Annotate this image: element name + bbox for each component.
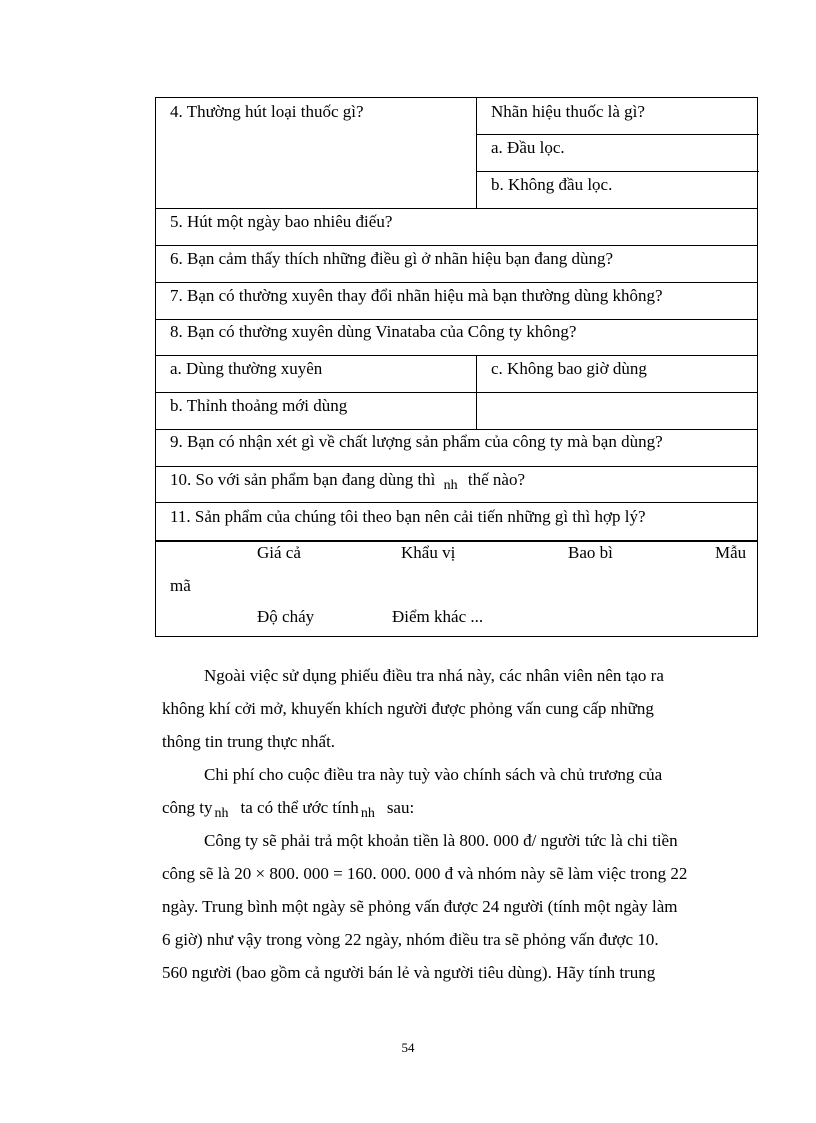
question-6: 6. Bạn cảm thấy thích những điều gì ở nhãn hiệu bạn đang dùng? <box>170 249 614 268</box>
table-column-divider <box>476 355 477 429</box>
question-9: 9. Bạn có nhận xét gì về chất lượng sản phẩm của công ty mà bạn dùng? <box>170 432 663 451</box>
survey-table <box>155 97 758 637</box>
option-design-2: mã <box>170 576 191 595</box>
paragraph-1-line-2: không khí cởi mở, khuyến khích người được phỏng vấn cung cấp những <box>162 699 654 718</box>
question-10-start: 10. So với sản phẩm bạn đang dùng thì <box>170 470 436 489</box>
p2-text-a: công ty <box>162 798 213 817</box>
table-divider <box>156 319 757 320</box>
paragraph-3-line-5: 560 người (bao gồm cả người bán lẻ và người tiêu dùng). Hãy tính trung <box>162 963 656 982</box>
table-divider <box>156 392 757 393</box>
option-packaging: Bao bì <box>568 543 613 562</box>
paragraph-3-line-2: công sẽ là 20 × 800. 000 = 160. 000. 000 đ và nhóm này sẽ làm việc trong 22 <box>162 864 688 883</box>
table-divider <box>156 282 757 283</box>
option-burn: Độ cháy <box>257 607 315 626</box>
option-never-use: c. Không bao giờ dùng <box>491 359 647 378</box>
p2-text-b: ta có thể ước tính <box>240 798 359 817</box>
question-4-brand: Nhãn hiệu thuốc là gì? <box>491 102 645 121</box>
question-8: 8. Bạn có thường xuyên dùng Vinataba của Công ty không? <box>170 322 577 341</box>
question-10 <box>170 470 525 492</box>
p2-text-c: sau: <box>386 798 415 817</box>
table-divider <box>156 502 757 503</box>
paragraph-1-line-1: Ngoài việc sử dụng phiếu điều tra nhá này, các nhân viên nên tạo ra <box>204 666 664 685</box>
paragraph-3-line-3: ngày. Trung bình một ngày sẽ phỏng vấn được 24 người (tính một ngày làm <box>162 897 678 916</box>
option-other: Điểm khác ... <box>392 607 484 626</box>
table-divider <box>476 171 759 172</box>
option-sometimes-use: b. Thỉnh thoảng mới dùng <box>170 396 348 415</box>
p2-fragment-2: nh <box>360 806 375 821</box>
option-taste: Khẩu vị <box>401 543 456 562</box>
question-10-end: thế nào? <box>467 470 525 489</box>
option-price: Giá cả <box>257 543 301 562</box>
table-divider <box>476 134 759 135</box>
paragraph-3-line-1: Công ty sẽ phải trả một khoản tiền là 800. 000 đ/ người tức là chi tiền <box>204 831 678 850</box>
paragraph-2-line-1: Chi phí cho cuộc điều tra này tuỳ vào chính sách và chủ trương của <box>204 765 663 784</box>
option-regular-use: a. Dùng thường xuyên <box>170 359 323 378</box>
question-10-fragment: nh <box>443 478 458 493</box>
option-design-1: Mẫu <box>715 543 747 562</box>
table-divider <box>156 355 757 356</box>
p2-fragment-1: nh <box>214 806 229 821</box>
option-no-filter: b. Không đầu lọc. <box>491 175 613 194</box>
page-number: 54 <box>401 1040 415 1055</box>
table-divider <box>156 540 757 542</box>
table-divider <box>156 245 757 246</box>
table-divider <box>156 208 757 209</box>
table-column-divider <box>476 98 477 208</box>
question-7: 7. Bạn có thường xuyên thay đổi nhãn hiệu mà bạn thường dùng không? <box>170 286 663 305</box>
question-4: 4. Thường hút loại thuốc gì? <box>170 102 364 121</box>
paragraph-3-line-4: 6 giờ) như vậy trong vòng 22 ngày, nhóm điều tra sẽ phỏng vấn được 10. <box>162 930 659 949</box>
option-filter: a. Đầu lọc. <box>491 138 565 157</box>
question-11: 11. Sản phẩm của chúng tôi theo bạn nên cải tiến những gì thì hợp lý? <box>170 507 646 526</box>
paragraph-1-line-3: thông tin trung thực nhất. <box>162 732 336 751</box>
table-divider <box>156 466 757 467</box>
question-5: 5. Hút một ngày bao nhiêu điếu? <box>170 212 393 231</box>
table-divider <box>156 429 757 430</box>
paragraph-2-line-2 <box>162 791 758 826</box>
